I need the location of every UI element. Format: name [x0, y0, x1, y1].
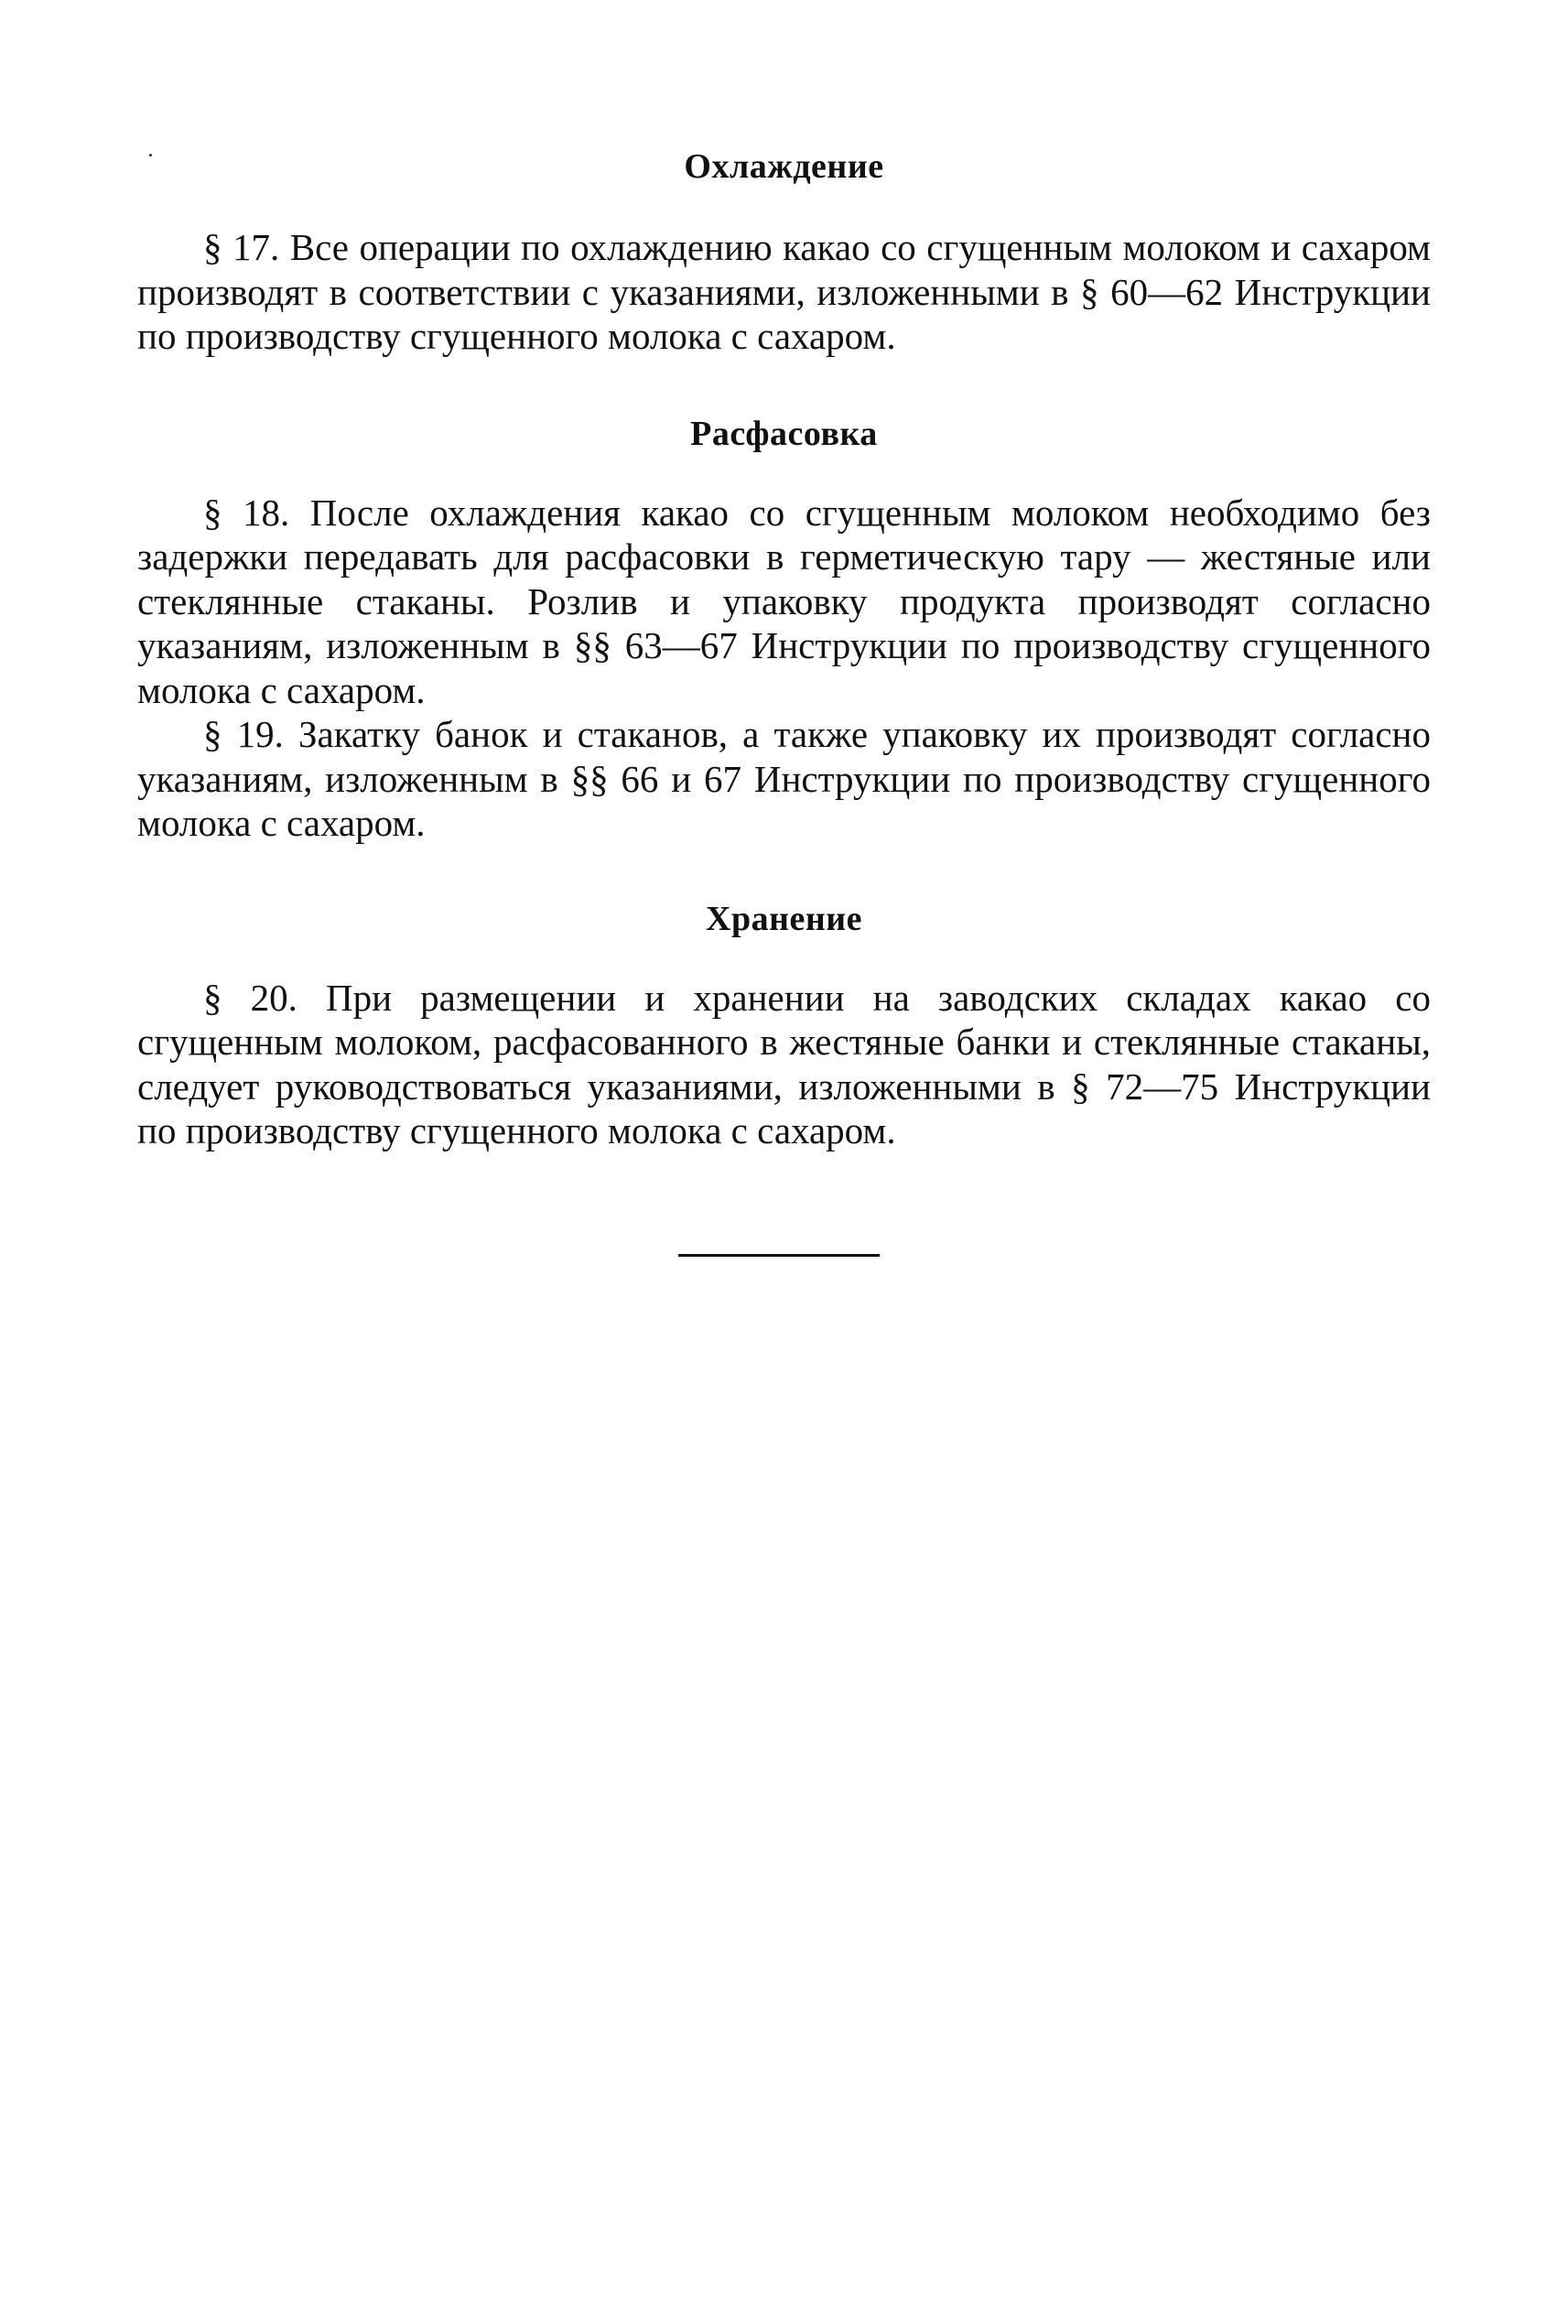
- section-heading-storage: Хранение: [706, 899, 862, 938]
- section-heading-cooling: Охлаждение: [684, 147, 884, 186]
- paragraph-18: § 18. После охлаждения какао со сгущенным молоком необходимо без задержки передавать для расфасовки в герметическую тару — жестяные или стеклянные стаканы. Розлив и упаковку продукта производят согласно указаниям, изложенным в §§ 63—67 Инструкции по производству сгущенного молока с сахаром.: [137, 491, 1431, 711]
- paragraph-19: § 19. Закатку банок и стаканов, а также упаковку их производят согласно указаниям, изложенным в §§ 66 и 67 Инструкции по производству сгущенного молока с сахаром.: [137, 713, 1431, 844]
- text-column: [137, 145, 1431, 1153]
- paragraph-17: § 17. Все операции по охлаждению какао со сгущенным молоком и сахаром производят в соответствии с указаниями, изложенными в § 60—62 Инструкции по производству сгущенного молока с сахаром.: [137, 226, 1431, 357]
- section-heading-packaging: Расфасовка: [690, 414, 878, 453]
- paragraph-20: § 20. При размещении и хранении на заводских складах какао со сгущенным молоком, расфасованного в жестяные банки и стеклянные стаканы, следует руководствоваться указаниями, изложенными в § 72—75 Инструкции по производству сгущенного молока с сахаром.: [137, 976, 1431, 1151]
- end-divider: [678, 1254, 880, 1257]
